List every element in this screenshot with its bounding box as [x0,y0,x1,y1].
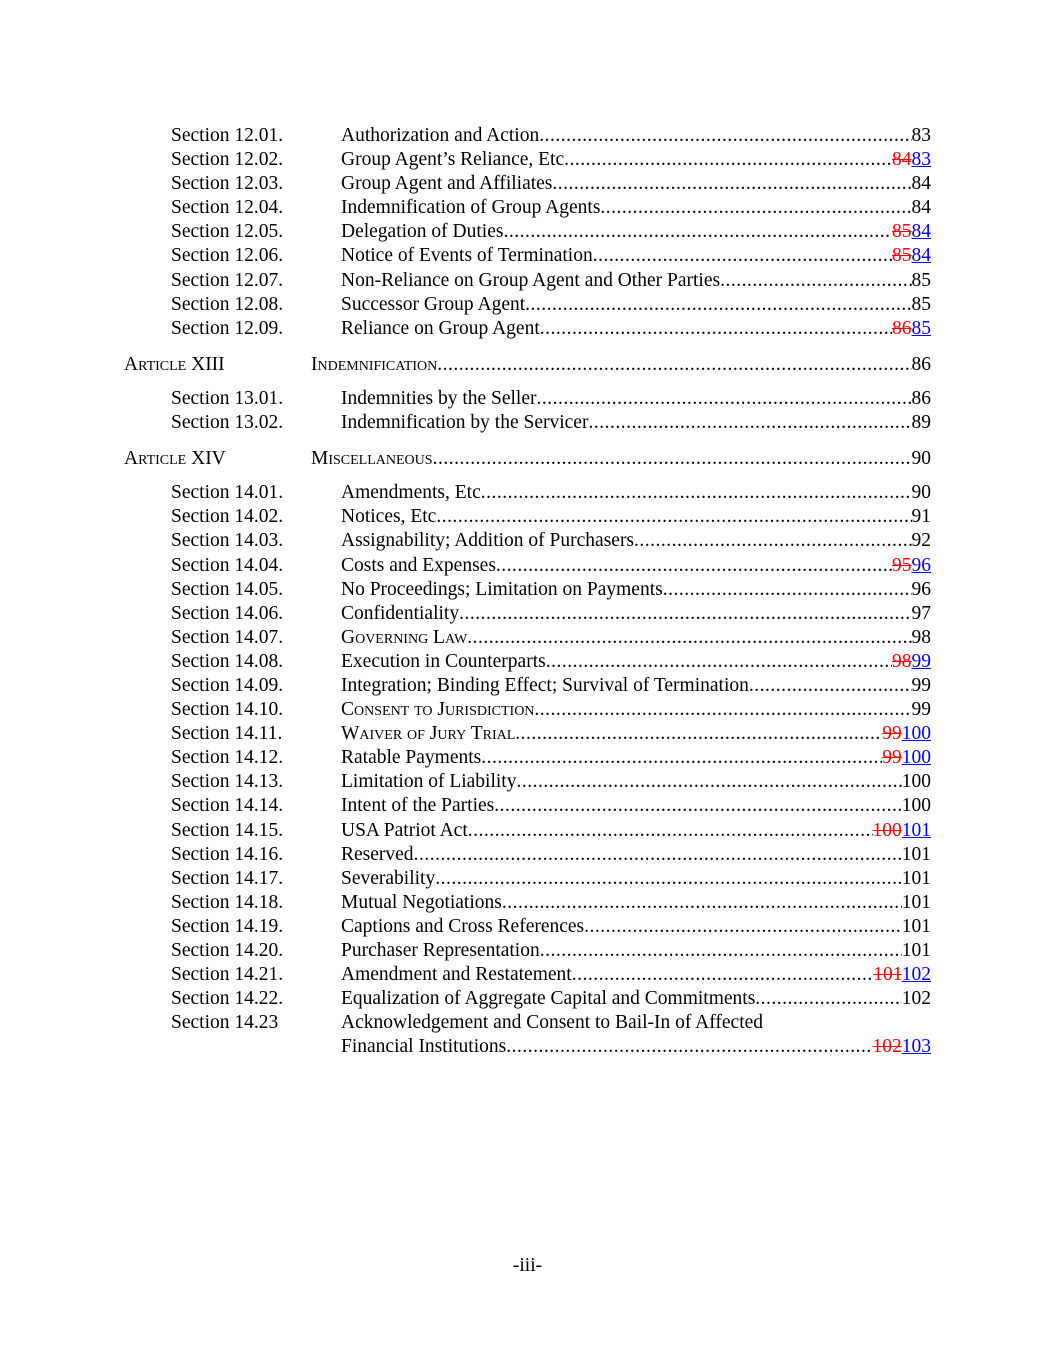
toc-entry-title-wrap [341,939,931,963]
toc-entry-title-wrap [341,293,931,317]
toc-entry-number: Section 14.15. [171,819,284,841]
deleted-page-number: 98 [892,650,912,672]
toc-entry-title: Notices, Etc [341,506,437,528]
toc-section-entry[interactable] [0,746,1055,770]
dot-leader [494,794,902,818]
inserted-page-number-link[interactable]: 84 [911,221,931,243]
toc-entry-title: Severability [341,867,436,889]
toc-section-entry[interactable] [0,196,1055,220]
toc-entry-title: Assignability; Addition of Purchasers [341,530,635,552]
toc-entry-number: Section 14.18. [171,891,284,913]
toc-page-number[interactable]: 96 [911,578,931,600]
inserted-page-number-link[interactable]: 100 [901,723,931,745]
toc-page-number[interactable] [892,148,931,172]
dot-leader [436,505,911,529]
toc-entry-title: Intent of the Parties [341,795,495,817]
toc-entry-title: Acknowledgement and Consent to Bail-In of Affected [341,1012,764,1034]
dot-leader [503,220,892,244]
toc-entry-title: Delegation of Duties [341,221,504,243]
toc-page-number[interactable] [873,1035,932,1059]
toc-section-entry[interactable] [0,317,1055,341]
toc-entry-title-wrap [341,529,931,553]
toc-page-number[interactable] [882,722,931,746]
toc-entry-number: Section 14.20. [171,940,284,961]
toc-page-number[interactable]: 100 [901,795,931,817]
toc-entry-title: Execution in Counterparts [341,650,546,672]
toc-section-entry[interactable] [0,220,1055,244]
toc-page-number[interactable]: 101 [901,867,931,889]
dot-leader [634,529,911,553]
dot-leader [537,387,912,411]
dot-leader [459,602,911,626]
deleted-page-number: 85 [892,245,912,267]
toc-section-entry[interactable] [0,148,1055,172]
deleted-page-number: 99 [882,723,902,745]
toc-section-entry[interactable] [0,244,1055,268]
toc-section-entry[interactable] [0,915,1055,939]
deleted-page-number: 100 [872,819,902,841]
toc-section-entry[interactable] [0,269,1055,293]
toc-section-entry[interactable] [0,481,1055,505]
page-number-footer: -iii- [512,1255,543,1276]
toc-entry-title-wrap [311,353,931,377]
toc-article-entry[interactable] [0,353,1055,377]
toc-page-number[interactable]: 101 [901,843,931,865]
toc-section-entry[interactable] [0,554,1055,578]
toc-page-number[interactable]: 90 [911,448,931,470]
toc-entry-title: Governing Law [341,626,468,648]
inserted-page-number-link[interactable]: 99 [911,650,931,672]
toc-entry-number: Section 14.08. [171,650,284,672]
toc-entry-number: Section 14.19. [171,915,284,937]
toc-page-number[interactable]: 85 [911,293,931,315]
toc-entry-title: Amendment and Restatement [341,964,572,986]
toc-page-number[interactable]: 89 [911,412,931,434]
toc-entry-number: Section 14.09. [171,674,284,696]
inserted-page-number-link[interactable]: 101 [901,819,931,841]
toc-page-number[interactable]: 83 [911,125,931,146]
toc-entry-title-wrap [311,447,931,471]
dot-leader [546,650,892,674]
toc-entry-title: Equalization of Aggregate Capital and Commitments [341,988,756,1010]
toc-entry-number: Section 14.13. [171,771,284,793]
toc-entry-title-wrap [341,1035,931,1059]
toc-entry-title-wrap [341,554,931,578]
toc-page-number[interactable] [882,746,931,770]
toc-page-number[interactable]: 84 [911,197,931,219]
toc-page-number[interactable] [892,554,931,578]
toc-entry-title-wrap [341,1011,931,1035]
toc-entry-title: Limitation of Liability [341,771,517,793]
inserted-page-number-link[interactable]: 83 [911,149,931,171]
toc-page-number[interactable]: 90 [911,482,931,504]
toc-section-entry[interactable] [0,293,1055,317]
toc-entry-title-wrap [341,411,931,435]
toc-section-entry[interactable] [0,770,1055,794]
toc-entry-title-wrap [341,387,931,411]
dot-leader [496,554,892,578]
toc-entry-number: Section 13.02. [171,412,284,434]
toc-entry-number: Section 14.11. [171,723,283,745]
toc-page-number[interactable]: 99 [911,674,931,696]
table-of-contents [0,124,1055,1059]
toc-section-entry[interactable] [0,843,1055,867]
toc-entry-title: Financial Institutions [341,1036,507,1058]
toc-entry-title: Notice of Events of Termination [341,245,593,267]
toc-section-entry[interactable] [0,505,1055,529]
deleted-page-number: 101 [873,964,902,986]
dot-leader [433,447,912,471]
dot-leader [525,293,911,317]
toc-entry-title-wrap [341,244,931,268]
toc-entry-number: Section 12.09. [171,317,284,339]
toc-entry-number: Section 12.06. [171,245,284,267]
toc-entry-title: Integration; Binding Effect; Survival of Termination [341,674,749,696]
toc-section-entry[interactable] [0,529,1055,553]
toc-entry-title: Successor Group Agent [341,293,526,315]
deleted-page-number: 84 [892,149,912,171]
toc-entry-title: Indemnification of Group Agents [341,197,601,219]
toc-entry-number: Section 14.04. [171,554,284,576]
toc-page-number[interactable]: 97 [911,602,931,624]
toc-page-number[interactable]: 98 [911,626,931,648]
toc-entry-number: Section 14.21. [171,964,284,986]
toc-entry-number: Section 12.03. [171,173,284,195]
toc-entry-title-wrap [341,987,931,1011]
toc-entry-title-wrap [341,220,931,244]
toc-section-entry[interactable] [0,172,1055,196]
deleted-page-number: 86 [892,317,912,339]
toc-article-number: Article XIV [124,448,226,470]
toc-entry-title: Group Agent’s Reliance, Etc [341,149,565,171]
toc-entry-title-wrap [341,843,931,867]
toc-section-entry[interactable] [0,939,1055,963]
dot-leader [564,148,892,172]
toc-entry-number: Section 14.03. [171,530,284,552]
toc-page-number[interactable]: 99 [911,699,931,721]
deleted-page-number: 99 [882,747,902,769]
dot-leader [720,269,911,293]
inserted-page-number-link[interactable]: 85 [911,317,931,339]
toc-article-number: Article XIII [124,353,225,375]
toc-entry-title: Waiver of Jury Trial [341,723,516,745]
dot-leader [414,843,902,867]
dot-leader [540,317,892,341]
dot-leader [540,939,902,963]
toc-entry-title-wrap [341,867,931,891]
inserted-page-number-link[interactable]: 103 [901,1036,931,1058]
toc-page-number[interactable]: 101 [901,915,931,937]
inserted-page-number-link[interactable]: 84 [911,245,931,267]
toc-article-entry[interactable] [0,447,1055,471]
dot-leader [516,770,901,794]
dot-leader [539,124,911,148]
toc-entry-title-wrap [341,196,931,220]
inserted-page-number-link[interactable]: 100 [901,747,931,769]
toc-section-entry[interactable] [0,867,1055,891]
toc-entry-title: Purchaser Representation [341,940,540,961]
toc-page-number[interactable]: 86 [911,353,931,375]
toc-entry-title: Authorization and Action [341,125,540,146]
toc-section-entry[interactable] [0,794,1055,818]
toc-entry-title-wrap [341,317,931,341]
dot-leader [481,746,882,770]
dot-leader [435,867,902,891]
toc-entry-title: Captions and Cross References [341,915,585,937]
toc-entry-title-wrap [341,481,931,505]
toc-entry-title-wrap [341,794,931,818]
toc-entry-title: Amendments, Etc [341,482,481,504]
toc-entry-title: Reliance on Group Agent [341,317,540,339]
toc-section-entry[interactable] [0,987,1055,1011]
toc-entry-number: Section 14.22. [171,988,284,1010]
toc-entry-title-wrap [341,915,931,939]
toc-page-number[interactable]: 92 [911,530,931,552]
toc-entry-title-wrap [341,650,931,674]
toc-page-number[interactable]: 84 [911,173,931,195]
toc-entry-number: Section 14.16. [171,843,284,865]
toc-section-entry[interactable] [0,578,1055,602]
toc-entry-number: Section 14.23 [171,1012,279,1034]
toc-entry-number: Section 14.05. [171,578,284,600]
toc-page-number[interactable]: 102 [901,988,931,1010]
toc-entry-title-wrap [341,819,931,843]
dot-leader [468,819,873,843]
toc-entry-number: Section 14.14. [171,795,284,817]
toc-entry-number: Section 14.17. [171,867,284,889]
deleted-page-number: 95 [892,554,912,576]
deleted-page-number: 85 [892,221,912,243]
toc-entry-number: Section 14.02. [171,506,284,528]
toc-entry-number: Section 14.12. [171,747,284,769]
dot-leader [749,674,912,698]
toc-entry-title-wrap [341,602,931,626]
toc-entry-title: USA Patriot Act [341,819,468,841]
toc-article-title: Indemnification [311,353,438,375]
toc-page-number[interactable] [873,963,931,987]
toc-entry-title-wrap [341,746,931,770]
dot-leader [467,626,911,650]
dot-leader [515,722,882,746]
toc-entry-title: Ratable Payments [341,747,482,769]
dot-leader [572,963,874,987]
toc-entry-title: No Proceedings; Limitation on Payments [341,578,663,600]
toc-section-entry[interactable] [0,891,1055,915]
dot-leader [584,915,902,939]
toc-entry-title-wrap [341,722,931,746]
toc-entry-title: Consent to Jurisdiction [341,699,535,721]
dot-leader [663,578,912,602]
toc-page-number[interactable]: 100 [901,771,931,793]
toc-section-entry[interactable] [0,650,1055,674]
toc-entry-number: Section 12.02. [171,149,284,171]
toc-page-number[interactable]: 101 [901,891,931,913]
toc-entry-title: Confidentiality [341,602,460,624]
dot-leader [755,987,901,1011]
toc-entry-title-wrap [341,172,931,196]
toc-entry-title: Group Agent and Affiliates [341,173,553,195]
toc-entry-title-wrap [341,674,931,698]
toc-section-entry[interactable] [0,602,1055,626]
toc-section-entry[interactable] [0,387,1055,411]
toc-page-number[interactable] [873,819,932,843]
dot-leader [552,172,911,196]
deleted-page-number: 102 [872,1036,902,1058]
dot-leader [481,481,912,505]
toc-section-entry[interactable] [0,411,1055,435]
toc-section-entry[interactable] [0,963,1055,987]
toc-entry-number: Section 12.01. [171,125,284,146]
toc-entry-title-wrap [341,505,931,529]
toc-section-entry[interactable] [0,626,1055,650]
toc-entry-title-wrap [341,770,931,794]
toc-entry-title: Reserved [341,843,414,865]
toc-entry-number: Section 14.07. [171,626,284,648]
dot-leader [437,353,911,377]
toc-entry-title-wrap [341,891,931,915]
toc-section-entry[interactable] [0,124,1055,148]
toc-entry-number: Section 14.01. [171,482,284,504]
toc-page-number[interactable]: 85 [911,269,931,291]
toc-entry-title-wrap [341,963,931,987]
toc-page-number[interactable]: 91 [911,506,931,528]
dot-leader [588,411,911,435]
inserted-page-number-link[interactable]: 96 [911,554,931,576]
dot-leader [502,891,902,915]
toc-entry-title-wrap [341,698,931,722]
toc-entry-title-wrap [341,626,931,650]
toc-entry-title: Costs and Expenses [341,554,496,576]
toc-article-title: Miscellaneous [311,448,433,470]
toc-section-entry[interactable] [0,819,1055,843]
toc-page-number[interactable]: 101 [901,940,931,961]
toc-entry-number: Section 12.07. [171,269,284,291]
dot-leader [600,196,911,220]
toc-section-entry[interactable] [0,1011,1055,1035]
toc-entry-number: Section 14.10. [171,699,284,721]
toc-page-number[interactable] [892,244,931,268]
toc-entry-title: Mutual Negotiations [341,891,502,913]
toc-page-number[interactable] [892,650,931,674]
toc-entry-title: Non-Reliance on Group Agent and Other Parties [341,269,721,291]
toc-section-entry[interactable] [0,1035,1055,1059]
toc-section-entry[interactable] [0,722,1055,746]
toc-entry-number: Section 12.08. [171,293,284,315]
toc-page-number[interactable]: 86 [911,387,931,409]
toc-entry-number: Section 12.05. [171,221,284,243]
toc-entry-title: Indemnities by the Seller [341,387,537,409]
toc-entry-number: Section 14.06. [171,602,284,624]
toc-entry-title-wrap [341,148,931,172]
toc-entry-title: Indemnification by the Servicer [341,412,589,434]
toc-section-entry[interactable] [0,698,1055,722]
toc-page-number[interactable] [892,317,931,341]
toc-entry-title-wrap [341,124,931,148]
toc-entry-title-wrap [341,269,931,293]
dot-leader [593,244,892,268]
inserted-page-number-link[interactable]: 102 [901,964,931,986]
toc-section-entry[interactable] [0,674,1055,698]
toc-entry-number: Section 12.04. [171,197,284,219]
dot-leader [506,1035,872,1059]
toc-entry-title-wrap [341,578,931,602]
toc-entry-number: Section 13.01. [171,387,284,409]
toc-page-number[interactable] [892,220,931,244]
dot-leader [534,698,911,722]
